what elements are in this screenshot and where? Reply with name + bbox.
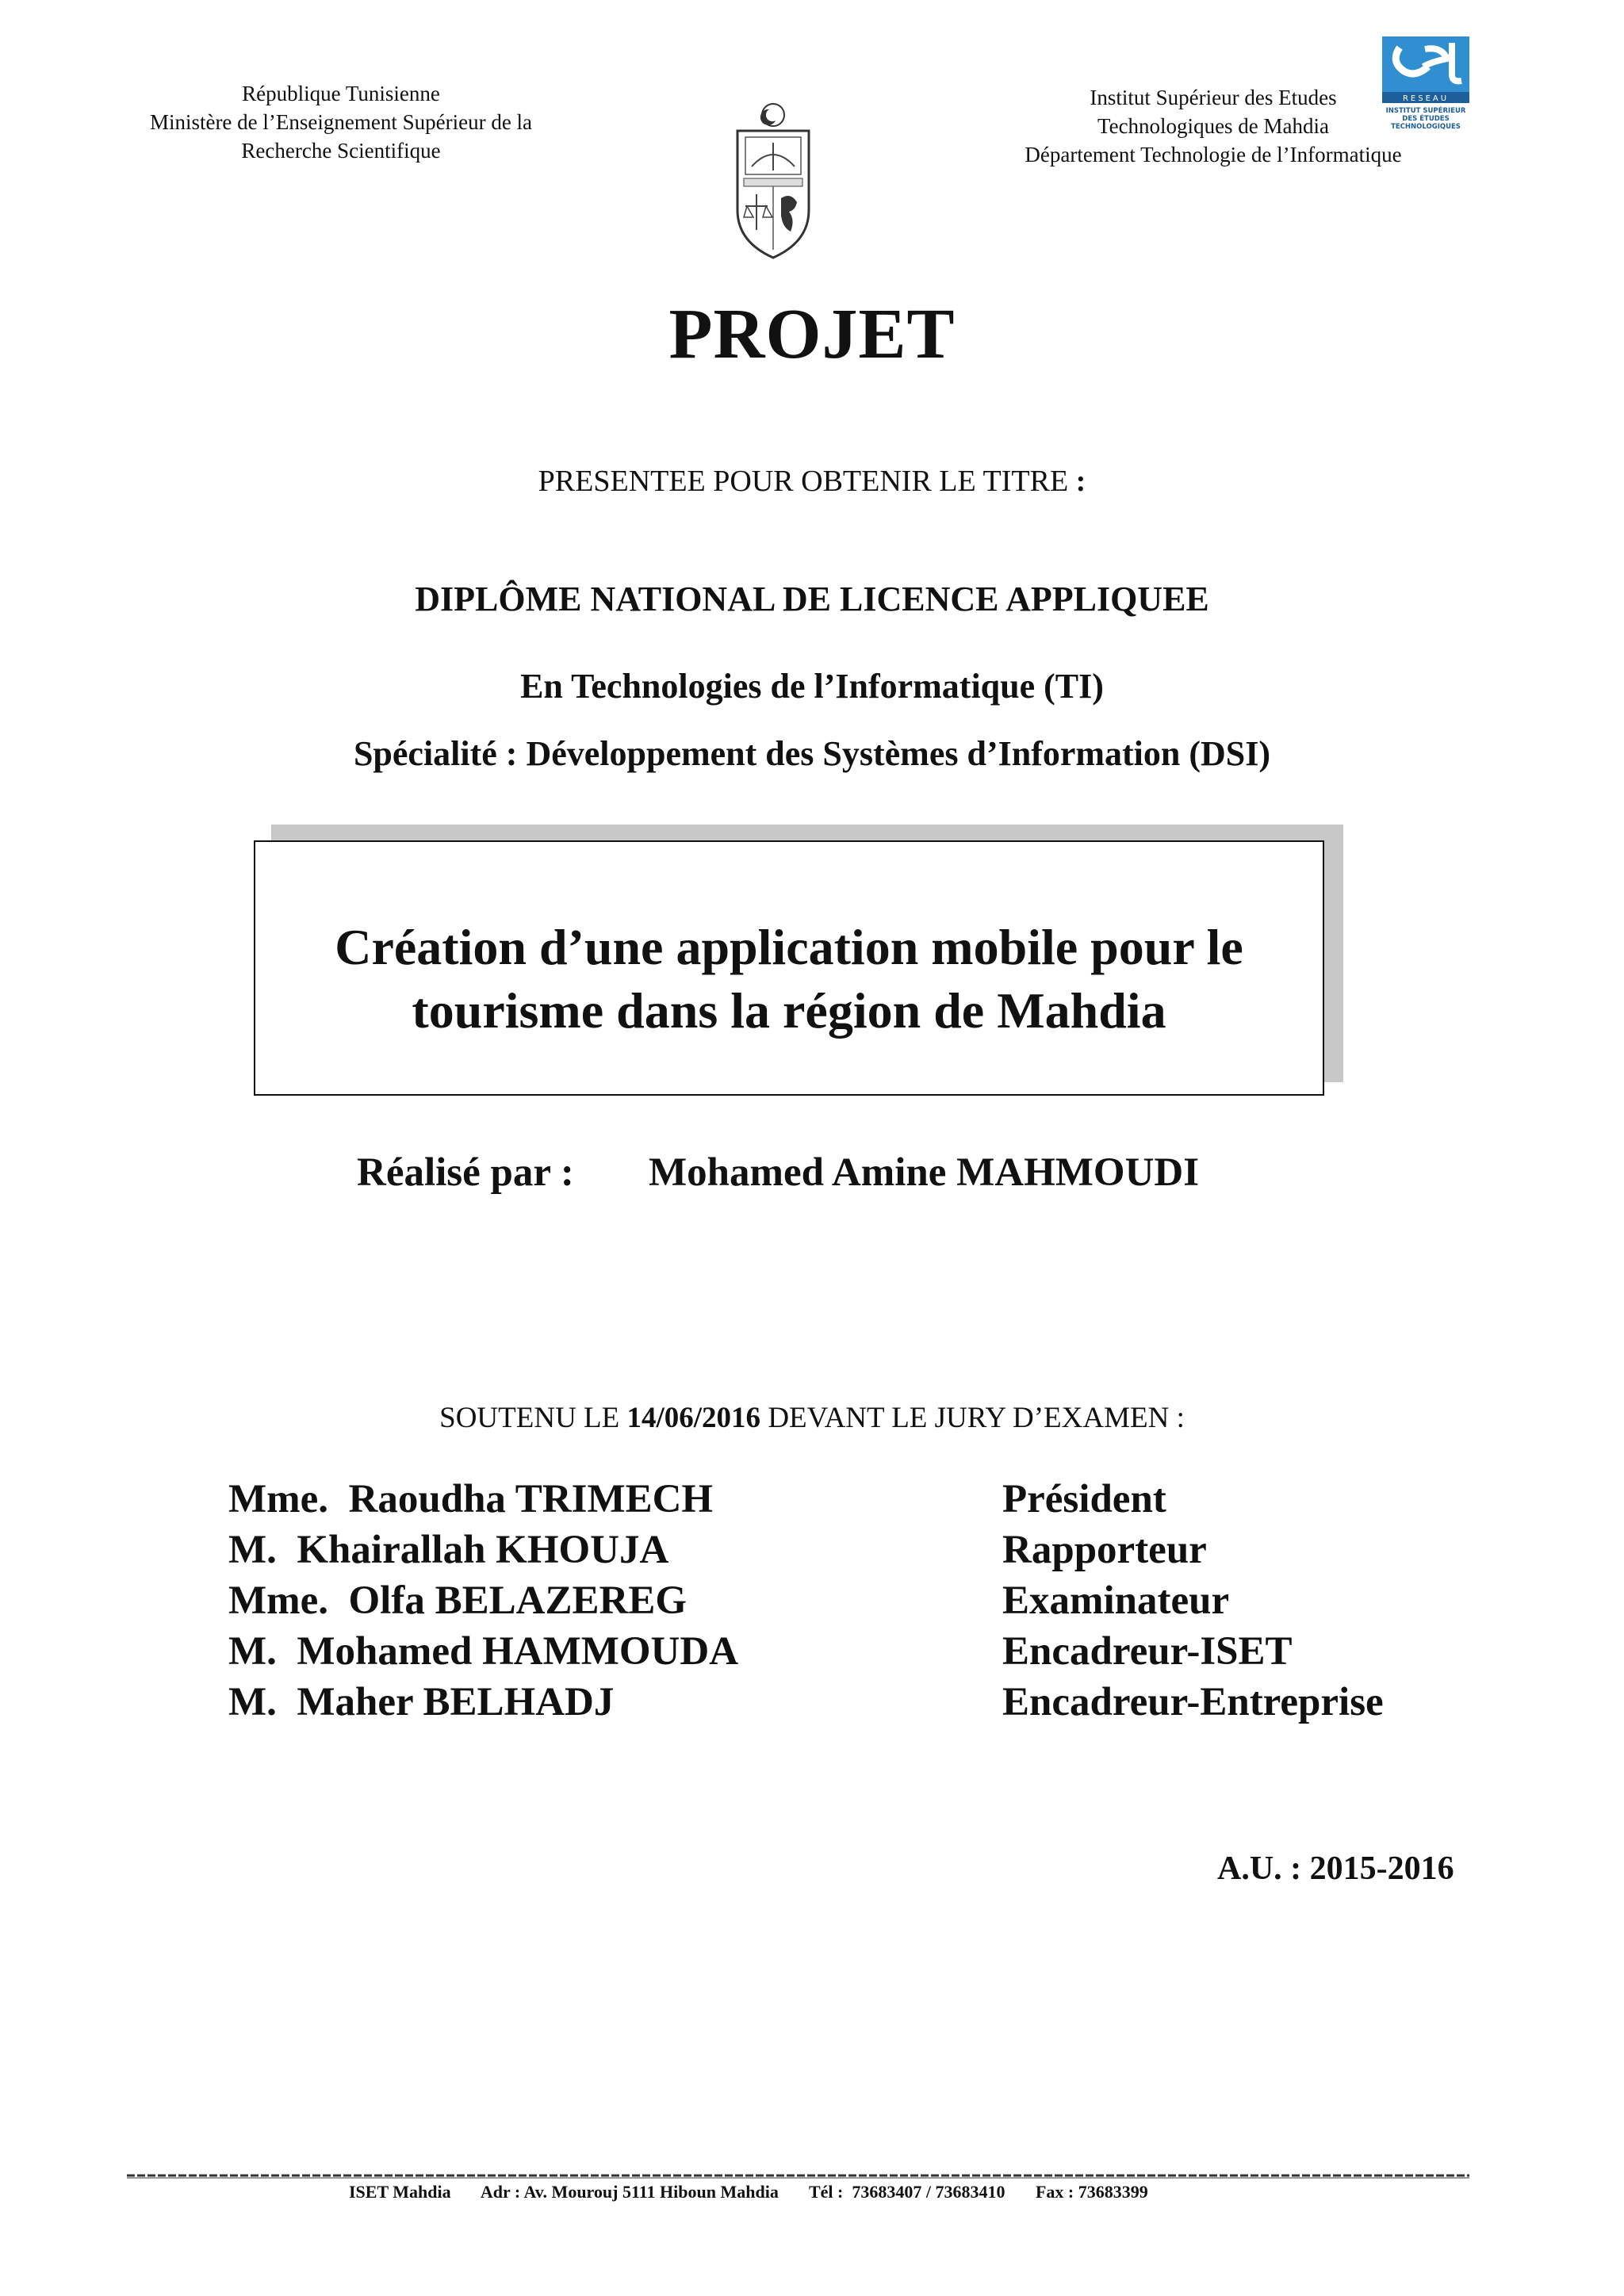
field-title: En Technologies de l’Informatique (TI) — [520, 667, 1104, 706]
footer-info — [349, 2182, 1148, 2202]
defense-date: 14/06/2016 — [626, 1402, 761, 1434]
logo-caption-3: TECHNOLOGIQUES — [1391, 123, 1461, 131]
academic-year: A.U. : 2015-2016 — [1217, 1850, 1454, 1887]
institute-line-3: Département Technologie de l’Informatique — [1025, 143, 1402, 166]
jury-member-role: Rapporteur — [1002, 1528, 1207, 1572]
tunisia-coat-of-arms-icon — [722, 99, 825, 262]
logo-caption-2: DES ÉTUDES — [1402, 115, 1450, 123]
footer-org: ISET Mahdia — [349, 2182, 451, 2202]
jury-member-name: M. Khairallah KHOUJA — [228, 1528, 669, 1572]
ministry-line-2: Ministère de l’Enseignement Supérieur de la — [149, 110, 533, 134]
jury-row — [228, 1628, 1465, 1679]
author-label: Réalisé par : — [357, 1150, 574, 1195]
jury-row — [228, 1476, 1465, 1527]
logo-reseau-text: RESEAU — [1402, 94, 1450, 103]
specialty-title: Spécialité : Développement des Systèmes d’Information (DSI) — [353, 734, 1271, 773]
jury-member-name: Mme. Raoudha TRIMECH — [228, 1477, 714, 1521]
ministry-header — [79, 79, 603, 165]
jury-member-role: Encadreur-Entreprise — [1002, 1680, 1384, 1724]
defense-suffix: DEVANT LE JURY D’EXAMEN : — [768, 1402, 1185, 1434]
jury-member-name: M. Mohamed HAMMOUDA — [228, 1629, 739, 1674]
jury-member-name: Mme. Olfa BELAZEREG — [228, 1578, 688, 1623]
defense-line — [0, 1401, 1624, 1435]
defense-prefix: SOUTENU LE — [439, 1402, 620, 1434]
author-name: Mohamed Amine MAHMOUDI — [649, 1150, 1200, 1195]
institute-line-1: Institut Supérieur des Etudes — [1090, 86, 1337, 109]
project-title-line-1: Création d’une application mobile pour le — [335, 919, 1243, 975]
presentee-line — [0, 464, 1624, 499]
jury-row — [228, 1527, 1465, 1578]
ministry-line-3: Recherche Scientifique — [241, 139, 441, 163]
jury-member-role: Président — [1002, 1477, 1166, 1521]
project-title-line-2: tourisme dans la région de Mahdia — [412, 982, 1166, 1039]
institute-line-2: Technologiques de Mahdia — [1097, 114, 1330, 138]
footer-tel: Tél : 73683407 / 73683410 — [808, 2182, 1005, 2202]
document-heading: PROJET — [668, 295, 956, 373]
presentee-text: PRESENTEE POUR OBTENIR LE TITRE — [538, 465, 1069, 498]
logo-caption-1: INSTITUT SUPÉRIEUR — [1385, 107, 1466, 115]
footer-address: Adr : Av. Mourouj 5111 Hiboun Mahdia — [480, 2182, 779, 2202]
iset-logo — [1376, 32, 1479, 135]
jury-member-role: Examinateur — [1002, 1578, 1230, 1623]
jury-row — [228, 1578, 1465, 1628]
presentee-colon: : — [1075, 465, 1086, 498]
project-title — [254, 916, 1324, 1043]
diploma-title: DIPLÔME NATIONAL DE LICENCE APPLIQUEE — [415, 580, 1209, 618]
jury-member-role: Encadreur-ISET — [1002, 1629, 1293, 1674]
jury-row — [228, 1679, 1465, 1730]
ministry-line-1: République Tunisienne — [242, 82, 440, 105]
footer-divider — [127, 2168, 1469, 2175]
jury-member-name: M. Maher BELHADJ — [228, 1680, 615, 1724]
footer-fax: Fax : 73683399 — [1035, 2182, 1148, 2202]
